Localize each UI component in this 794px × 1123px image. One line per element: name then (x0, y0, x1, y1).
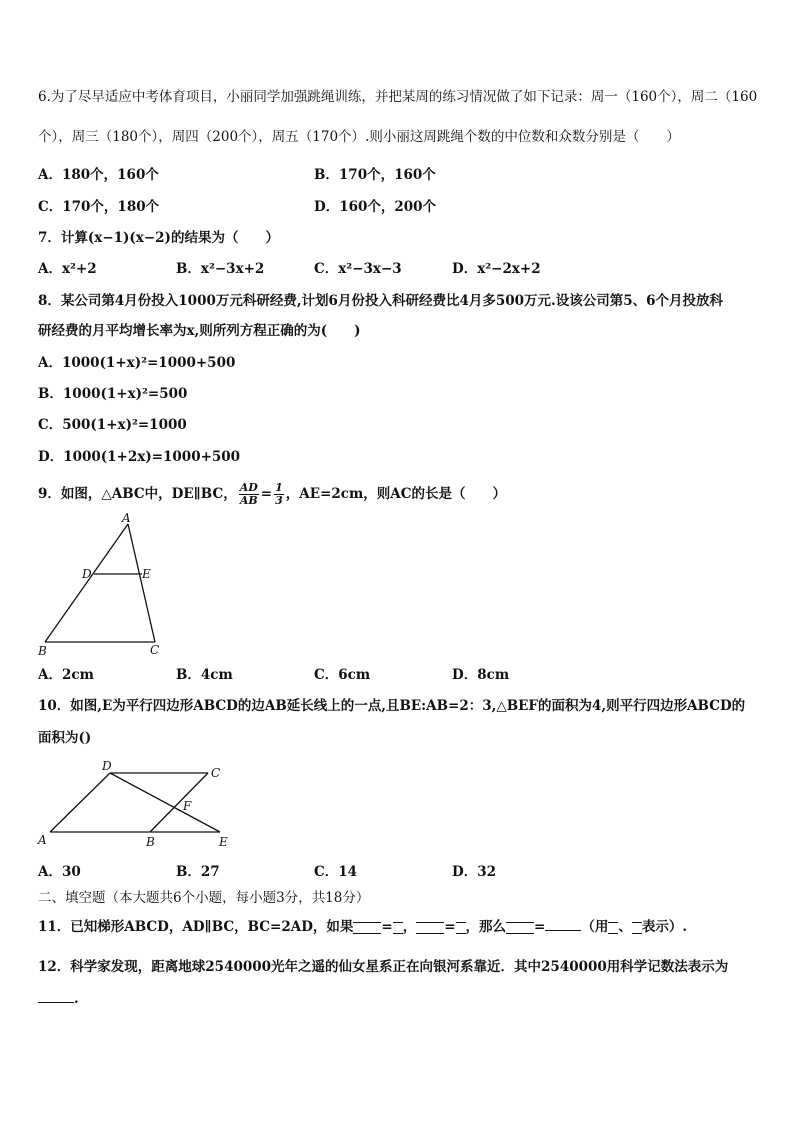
q10-parallelogram-figure (36, 758, 236, 850)
q11-vector-dc-box (506, 922, 534, 934)
q9-label-c: C (150, 643, 160, 657)
q10-label-d: D (102, 759, 112, 773)
q11-vector-a-box (393, 922, 403, 934)
q12-stem-line2 (38, 990, 79, 1008)
q10-option-d[interactable]: D．32 (452, 864, 496, 880)
q8-option-b[interactable]: B．1000(1+x)²=500 (38, 386, 188, 402)
q11-part4: 表示）. (641, 919, 688, 935)
q11-vector-a-box-2 (608, 922, 618, 934)
section-heading-fill-in: 二、填空题（本大题共6个小题，每小题3分，共18分） (38, 890, 370, 906)
q8-option-d[interactable]: D．1000(1+2x)=1000+500 (38, 449, 241, 465)
q9-option-a[interactable]: A．2cm (38, 667, 94, 683)
q9-label-e: E (142, 567, 151, 581)
q9-equals: = (260, 486, 273, 502)
q10-option-b[interactable]: B．27 (176, 864, 220, 880)
q7-option-b[interactable]: B．x²−3x+2 (176, 261, 265, 277)
q9-frac-numerator: AD (239, 481, 258, 494)
q6-option-a[interactable]: A．180个，160个 (38, 167, 159, 183)
q9-stem-part-b: ，AE=2cm，则AC的长是（ ） (285, 486, 506, 502)
q10-label-b: B (146, 835, 155, 849)
q10-side-ad (50, 773, 110, 832)
q10-stem-line1: 10．如图,E为平行四边形ABCD的边AB延长线上的一点,且BE:AB=2：3,△BEF的面积为4,则平行四边形ABCD的 (38, 698, 746, 714)
q8-option-c[interactable]: C．500(1+x)²=1000 (38, 417, 187, 433)
q7-option-c[interactable]: C．x²−3x−3 (314, 261, 402, 277)
q11-part1: 11．已知梯形ABCD，AD∥BC，BC=2AD，如果 (38, 919, 354, 935)
q9-label-a: A (122, 511, 131, 525)
q6-option-c[interactable]: C．170个，180个 (38, 199, 160, 215)
q10-label-e: E (219, 835, 228, 849)
q11-eq1: = (381, 919, 393, 935)
q9-stem (38, 482, 506, 507)
q9-side-ac (128, 524, 155, 642)
q9-option-b[interactable]: B．4cm (176, 667, 233, 683)
q9-option-c[interactable]: C．6cm (314, 667, 371, 683)
q10-stem-line2: 面积为() (38, 730, 92, 746)
q9-stem-part-a: 9．如图，△ABC中，DE∥BC， (38, 486, 237, 502)
q6-stem-line2: 个），周三（180个），周四（200个），周五（170个）.则小丽这周跳绳个数的中位数和众数分别是（ ） (38, 129, 680, 145)
q9-label-b: B (38, 644, 47, 658)
q10-label-c: C (211, 766, 221, 780)
q8-stem-line2: 研经费的月平均增长率为x,则所列方程正确的为( ) (38, 323, 361, 339)
q9-frac2-denominator: 3 (275, 494, 283, 507)
q9-side-ab (45, 524, 128, 642)
q10-segment-de (110, 773, 220, 832)
q7-option-a[interactable]: A．x²+2 (38, 261, 97, 277)
q12-answer-blank[interactable] (38, 990, 74, 1003)
q9-option-d[interactable]: D．8cm (452, 667, 510, 683)
q11-vector-ab-box (353, 922, 381, 934)
q11-vector-b-box-2 (632, 922, 642, 934)
q7-option-d[interactable]: D．x²−2x+2 (452, 261, 541, 277)
q11-comma: 、 (618, 919, 632, 935)
q10-option-a[interactable]: A．30 (38, 864, 81, 880)
q10-option-c[interactable]: C．14 (314, 864, 358, 880)
q6-option-b[interactable]: B．170个，160个 (314, 167, 436, 183)
q11-sep: ， (402, 919, 417, 935)
q12-end-period: . (74, 991, 79, 1007)
q11-part2: ，那么 (465, 919, 507, 935)
q11-eq3: = (534, 919, 546, 935)
q12-stem-line1: 12．科学家发现，距离地球2540000光年之遥的仙女星系正在向银河系靠近．其中2540000用科学记数法表示为 (38, 959, 729, 975)
q11-vector-ad-box (416, 922, 444, 934)
q10-side-bc (150, 773, 208, 832)
q6-stem-line1: 6.为了尽早适应中考体育项目，小丽同学加强跳绳训练，并把某周的练习情况做了如下记录：周一（160个），周二（160 (38, 89, 758, 105)
q11-part3: （用 (581, 919, 609, 935)
q9-label-d: D (82, 567, 92, 581)
q9-ratio-fraction (239, 482, 259, 507)
q9-frac2-numerator: 1 (275, 481, 283, 494)
q9-value-fraction (274, 482, 284, 507)
q10-label-a: A (38, 833, 47, 847)
q9-frac-denominator: AB (239, 494, 258, 507)
q8-stem-line1: 8．某公司第4月份投入1000万元科研经费,计划6月份投入科研经费比4月多500万元.设该公司第5、6个月投放科 (38, 293, 724, 309)
q6-option-d[interactable]: D．160个，200个 (314, 199, 437, 215)
q7-stem: 7．计算(x−1)(x−2)的结果为（ ） (38, 230, 279, 246)
q10-label-f: F (183, 799, 192, 813)
q11-stem (38, 918, 687, 936)
q8-option-a[interactable]: A．1000(1+x)²=1000+500 (38, 355, 236, 371)
q9-triangle-figure (38, 512, 178, 660)
q11-vector-b-box (456, 922, 466, 934)
q11-answer-blank[interactable] (545, 918, 581, 931)
q11-eq2: = (444, 919, 456, 935)
